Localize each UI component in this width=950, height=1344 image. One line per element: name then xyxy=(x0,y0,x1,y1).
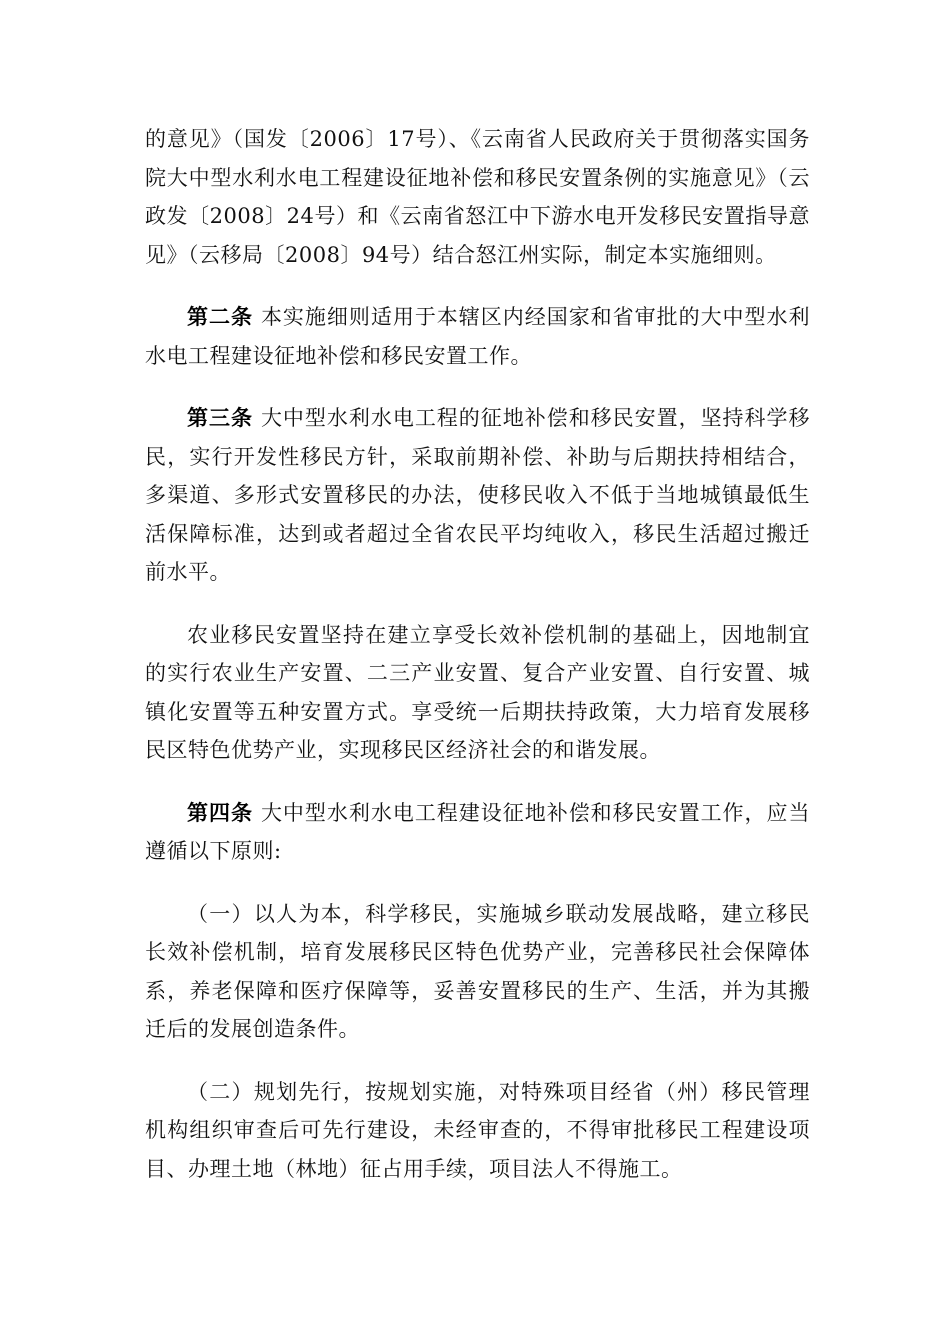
article-2-paragraph xyxy=(145,298,810,375)
paragraph-text: 的意见》（国发〔2006〕17号）、《云南省人民政府关于贯彻落实国务院大中型水利水电工程建设征地补偿和移民安置条例的实施意见》（云政发〔2008〕24号）和《云南省怒江中下游水电开发移民安置指导意见》（云移局〔2008〕94号）结合怒江州实际，制定本实施细则。 xyxy=(145,127,810,267)
article-3-paragraph xyxy=(145,399,810,592)
paragraph-continuation xyxy=(145,120,810,274)
article-heading: 第四条 xyxy=(187,800,253,825)
paragraph-text: （一）以人为本，科学移民，实施城乡联动发展战略，建立移民长效补偿机制，培育发展移民区特色优势产业，完善移民社会保障体系，养老保障和医疗保障等，妥善安置移民的生产、生活，并为其搬迁后的发展创造条件。 xyxy=(145,901,810,1041)
paragraph-text: 大中型水利水电工程建设征地补偿和移民安置工作，应当遵循以下原则: xyxy=(145,800,811,863)
paragraph-text: 农业移民安置坚持在建立享受长效补偿机制的基础上，因地制宜的实行农业生产安置、二三产业安置、复合产业安置、自行安置、城镇化安置等五种安置方式。享受统一后期扶持政策，大力培育发展移民区特色优势产业，实现移民区经济社会的和谐发展。 xyxy=(145,622,810,762)
principle-2-paragraph xyxy=(145,1073,810,1189)
article-heading: 第二条 xyxy=(187,305,253,329)
principle-1-paragraph xyxy=(145,895,810,1049)
agricultural-resettlement-paragraph xyxy=(145,616,810,770)
paragraph-text: 本实施细则适用于本辖区内经国家和省审批的大中型水利水电工程建设征地补偿和移民安置工作。 xyxy=(145,305,811,368)
paragraph-text: 大中型水利水电工程的征地补偿和移民安置，坚持科学移民，实行开发性移民方针，采取前期补偿、补助与后期扶持相结合，多渠道、多形式安置移民的办法，使移民收入不低于当地城镇最低生活保障标准，达到或者超过全省农民平均纯收入，移民生活超过搬迁前水平。 xyxy=(145,406,811,584)
paragraph-text: （二）规划先行，按规划实施，对特殊项目经省（州）移民管理机构组织审查后可先行建设，未经审查的，不得审批移民工程建设项目、办理土地（林地）征占用手续，项目法人不得施工。 xyxy=(145,1079,810,1181)
article-4-paragraph xyxy=(145,794,810,871)
document-body xyxy=(145,120,810,1212)
article-heading: 第三条 xyxy=(187,406,253,430)
